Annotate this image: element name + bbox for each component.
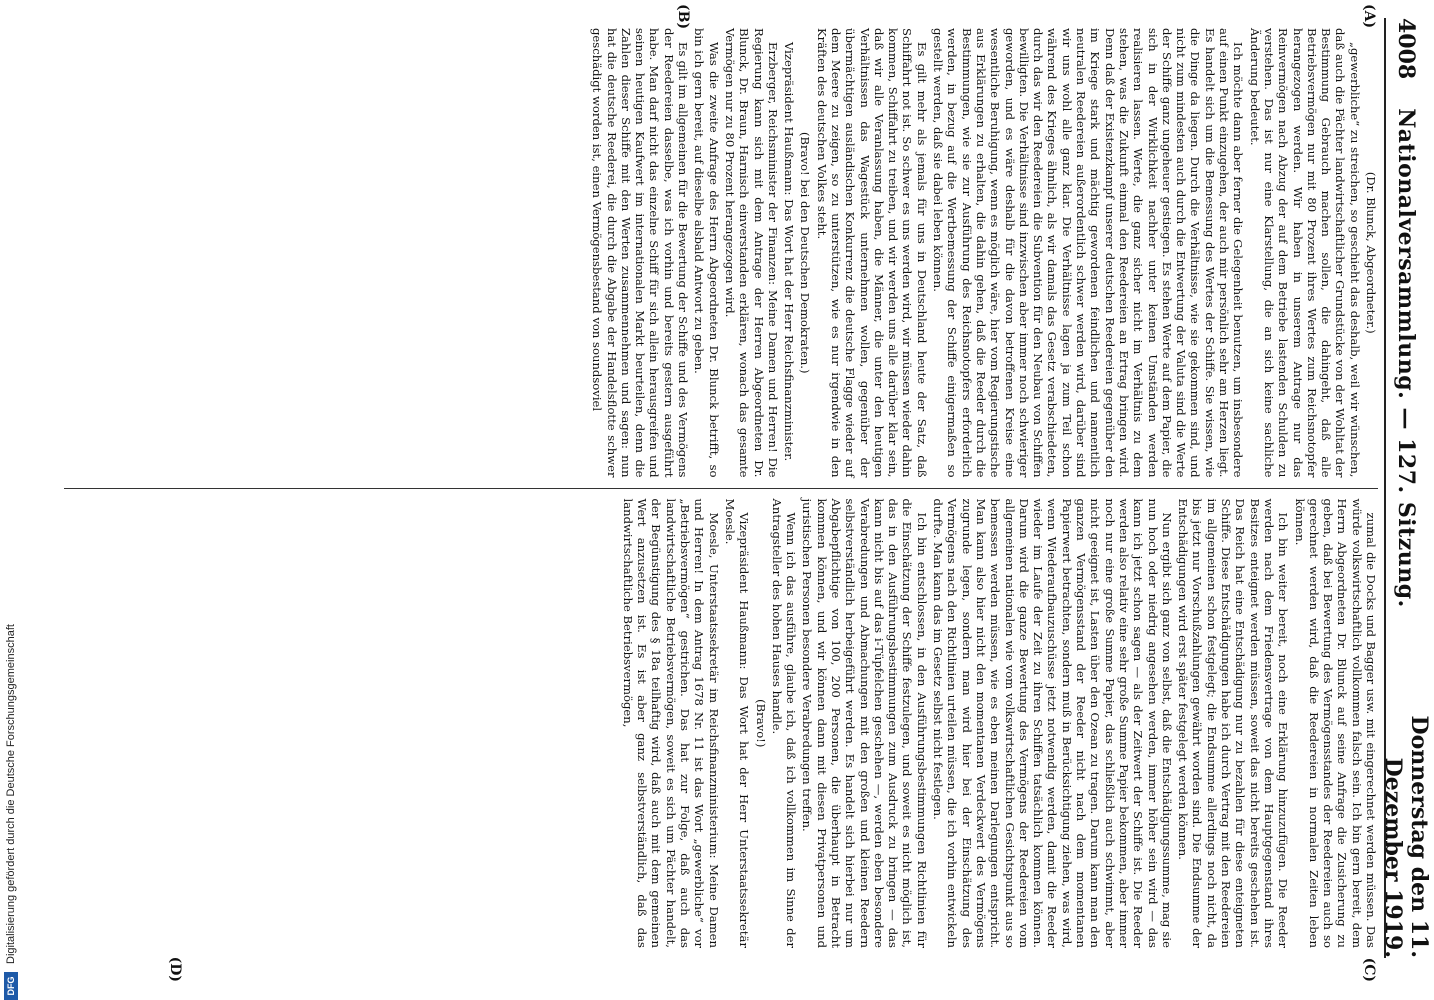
paragraph: Es gilt im allgemeinen für die Bewertung der Schiffe und des Vermögens der Reedereien dasselbe, was ich vorhin und bereits gestern ausgeführt habe. Man darf nicht das einzelne Schiff für sich allein herausgreifen und seinen heutigen Kaufwert im internationalen Markt beurteilen, denn die Zahlen dieser Schiffe mit den Werten zusammennehmen und sagen: nun hat die deutsche Reederei, die durch die Abgabe der Handelsflotte schwer geschädigt worden ist, einen Vermögensbestand von soundsoviel [590,28,691,478]
paragraph: Was die zweite Anfrage des Herrn Abgeordneten Dr. Blunck betrifft, so bin ich gern bereit, auf dieselbe alsbald Antwort zu geben. [692,28,721,478]
session-date: Donnerstag den 11. Dezember 1919. [1380,715,1432,958]
marker-b: (B) [675,4,691,30]
applause-note: (Bravo!) [753,699,768,748]
marker-c: (C) [1361,957,1377,982]
page-title: Nationalversammlung. — 127. Sitzung. [1393,108,1419,608]
applause-note: (Bravo! bei den Deutschen Demokraten.) [798,132,813,374]
right-column [64,488,1378,982]
funding-credit [2,0,20,1000]
paragraph: Es gilt mehr als jemals für uns in Deutschland heute der Satz, daß Schiffahrt not ist. So schwer es uns werden wird, wir müssen wieder dahin kommen, Schiffahrt zu treiben, und wir werden uns alle darüber klar sein, daß wir alle Veranlassung haben, die Männer, die unter den heutigen Verhältnissen das Wagestück unternehmen wollen, gegenüber der übermächtigen ausländischen Konkurrenz die deutsche Flagge wieder auf dem Meere zu zeigen, so zu unterstützen, wie es nur irgendwie in den Kräften des deutschen Volkes steht. [814,28,929,478]
paragraph: zumal die Docks und Bagger usw. mit eingerechnet werden müssen. Das würde volkswirtschaftlich vollkommen falsch sein. Ich bin gern bereit, dem Herrn Abgeordneten Dr. Blunck auf seine Anfrage die Zusicherung zu geben, daß bei Bewertung des Vermögensstandes der Reedereien auch so gerechnet werden wird, daß die Reedereien in normalen Zeiten leben können. [1292,498,1378,948]
paragraph: Ich bin entschlossen, in den Ausführungsbestimmungen Richtlinien für die Einschätzung der Schiffe festzulegen, und soweit es nicht möglich ist, das in den Ausführungsbestimmungen zum Ausdruck zu bringen — das kann nicht bis auf das i-Tüpfelchen geschehen —, werden eben besondere Verabredungen und Abmachungen mit den großen und kleinen Reedern selbstverständlich herbeigeführt werden. Es handelt sich hierbei nur um Abgabepflichtige von 100, 200 Personen, die überhaupt in Betracht kommen können, und wir können dann mit diesen Privatpersonen und juristischen Personen besondere Verabredungen treffen. [800,498,929,948]
paragraph: Wenn ich das ausführe, glaube ich, daß ich vollkommen im Sinne der Antragsteller des hohen Hauses handle. [769,498,799,948]
paragraph: Vizepräsident Haußmann: Das Wort hat der Herr Unterstaatssekretär Moesle. [722,498,752,948]
credit-text: Digitalisierung gefördert durch die Deutsche Forschungsgemeinschaft [5,624,17,964]
dfg-logo: DFG [4,972,18,1000]
page-number: 4008 [1393,18,1419,80]
paragraph: Moesle, Unterstaatssekretär im Reichsfinanzministerium: Meine Damen und Herren! In dem Antrag 1678 Nr. 11 ist das Wort „gewerbliche“ vor „Betriebsvermögen“ gestrichen. Das hat zur Folge, daß auch das landwirtschaftliche Betriebsvermögen, soweit es sich um Pächter handelt, der Begünstigung des § 18a teilhaftig wird, daß auch mit dem gemeinen Wert anzusetzen ist. Es ist aber ganz selbstverständlich, daß das landwirtschaftliche Betriebsvermögen, [620,498,721,948]
page-content [64,4,1432,982]
left-column [64,4,1378,488]
paragraph: Erzberger, Reichsminister der Finanzen: Meine Damen und Herren! Die Regierung kann sich mit dem Antrage der Herren Abgeordneten Dr. Blunck, Dr. Braun, Harnisch einverstanden erklären, wonach das gesamte Vermögen nur zu 80 Prozent herangezogen wird. [722,28,780,478]
marker-a: (A) [1361,4,1377,29]
speaker-reference: (Dr. Blunck, Abgeordneter.) [1364,171,1378,334]
marker-d: (D) [167,956,183,982]
paragraph: „gewerbliche“ zu streichen, so geschieht das deshalb, weil wir wünschen, daß auch die Pächter landwirtschaftlicher Grundstücke von der Wohltat der Bestimmung Gebrauch machen sollen, die dahingeht, daß alle Betriebsvermögen nur mit 80 Prozent ihres Wertes zum Reichsnotopfer herangezogen werden. Wir haben in unserem Antrage nur das Reinvermögen nach Abzug der auf dem Betriebe lastenden Schulden zu verstehen. Das ist nur eine Klarstellung, die an sich keine sachliche Änderung bedeutet. [1247,28,1362,478]
paragraph: Ich möchte dann aber ferner die Gelegenheit benutzen, um insbesondere auf einen Punkt einzugehen, der auch mir persönlich sehr am Herzen liegt. Es handelt sich um die Bemessung des Wertes der Schiffe. Sie wissen, wie die Dinge da liegen. Durch die Verhältnisse, wie sie gekommen sind, und nicht zum mindesten auch durch die Entwertung der Valuta sind die Werte der Schiffe ganz ungeheuer gestiegen. Es stehen Werte auf dem Papier, die sich in der Wirklichkeit nachher unter keinen Umständen werden realisieren lassen. Werte, die ganz sicher nicht im Verhältnis zu dem stehen, was die Zukunft einmal den Reedereien an Ertrag bringen wird. Denn daß der Existenzkampf unserer deutschen Reedereien gegenüber den im Kriege stark und mächtig gewordenen feindlichen und namentlich neutralen Reedereien außerordentlich schwer werden wird, darüber sind wir uns wohl alle ganz klar. Die Verhältnisse lagen ja zum Teil schon während des Krieges ähnlich, als wir damals das Gesetz verabschiedeten, durch das wir den Reedereien die Subvention für den Neubau von Schiffen bewilligten. Die Verhältnisse sind inzwischen aber immer noch schwieriger geworden, und es wäre deshalb für die davon betroffenen Kreise eine wesentliche Beruhigung, wenn es möglich wäre, hier vom Regierungstische aus Erklärungen zu erhalten, die dahin gehen, daß die Reeder durch die Bestimmungen, wie sie zur Ausführung des Reichsnotopfers erforderlich werden, in bezug auf die Wertbemessung der Schiffe einigermaßen so gestellt werden, daß sie dabei leben können. [931,28,1246,478]
paragraph: Ich bin weiter bereit, noch eine Erklärung hinzuzufügen. Die Reeder werden nach dem Friedensvertrage von dem Hauptgegenstand ihres Besitzes enteignet werden müssen, soweit das nicht bereits geschehen ist. Das Reich hat eine Entschädigung nur zu bezahlen für diese enteigneten Schiffe. Diese Entschädigungen habe ich durch Vertrag mit den Reedereien im allgemeinen schon festgelegt; die Endsumme allerdings noch nicht, da bis jetzt nur Vorschußzahlungen gewährt worden sind. Die Endsumme der Entschädigungen wird erst später festgelegt werden können. [1176,498,1291,948]
paragraph: Nun ergibt sich ganz von selbst, daß die Entschädigungssumme, mag sie nun hoch oder niedrig angesehen werden, immer höher sein wird — das kann ich jetzt schon sagen — als der Zeitwert der Schiffe ist. Die Reeder werden also relativ eine sehr große Summe Papier bekommen, aber immer noch nur eine große Summe Papier, das schließlich auch schwimmt, aber nicht geeignet ist, Lasten über den Ozean zu tragen. Darum kann man den ganzen Vermögensstand der Reeder nicht nach dem momentanen Papierwert betrachten, sondern muß in Berücksichtigung ziehen, was wird, wenn Wiederaufbauzuschüsse jetzt notwendig werden, damit die Reeder wieder im Laufe der Zeit zu ihren Schiffen tatsächlich kommen können. Darum wird die ganze Bewertung des Vermögens der Reedereien vom allgemeinen nationalen wie vom volkswirtschaftlichen Gesichtspunkt aus so bemessen werden müssen, wie es eben meinen Darlegungen entspricht. Man kann also hier nicht den momentanen Verdeckwert des Vermögens zugrunde legen, sondern man wird hier bei der Einschätzung des Vermögens nach den Richtlinien urteilen müssen, die ich vorhin entwickeln durfte. Man kann das im Gesetz selbst nicht festlegen. [931,498,1174,948]
text-columns [64,4,1378,982]
page-header [1380,18,1432,958]
paragraph: Vizepräsident Haußmann: Das Wort hat der Herr Reichsfinanzminister. [782,42,797,462]
